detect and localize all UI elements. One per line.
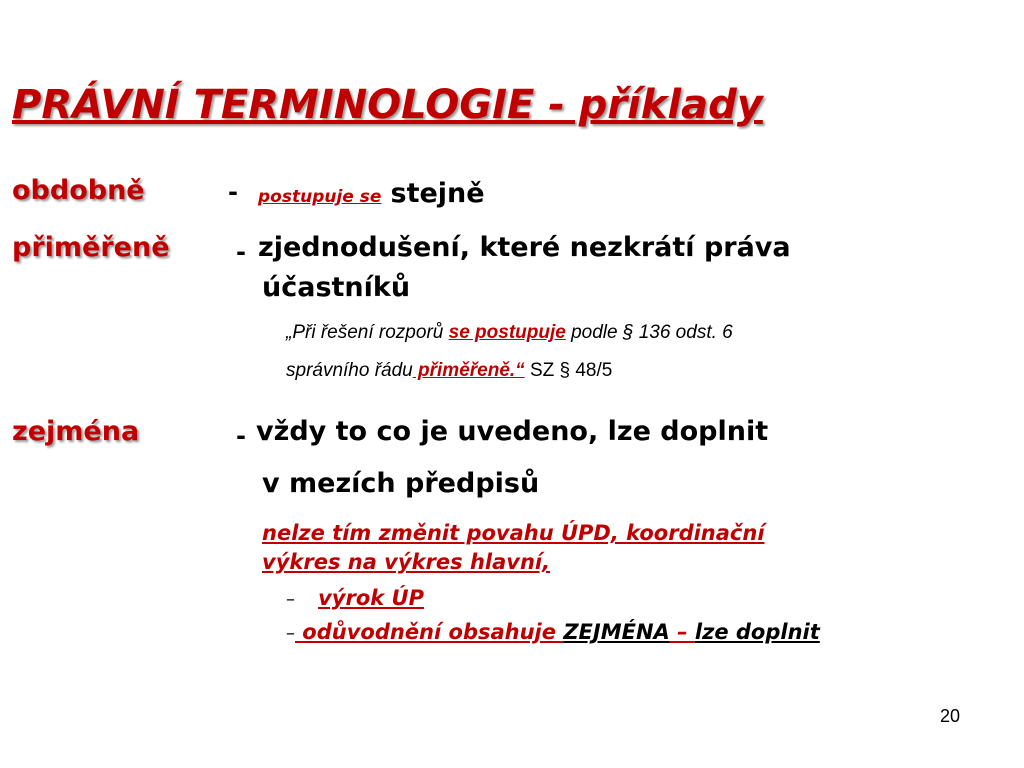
bullet-text-dash: – bbox=[669, 620, 695, 644]
definition-primerene-line1: zjednodušení, které nezkrátí práva bbox=[258, 232, 791, 263]
dash-primerene: - bbox=[236, 238, 246, 266]
term-zejmena: zejména bbox=[12, 416, 140, 447]
quote-line1 bbox=[286, 322, 733, 344]
term-obdobne: obdobně bbox=[12, 175, 145, 206]
dash-obdobne: - bbox=[228, 178, 238, 206]
bullet-dash: – bbox=[286, 589, 295, 610]
quote-reference: SZ § 48/5 bbox=[524, 360, 613, 381]
definition-obdobne bbox=[258, 178, 485, 209]
text-stejne: stejně bbox=[390, 178, 485, 209]
quote-text-1: „Při řešení rozporů bbox=[286, 322, 449, 343]
bullet-text-oduvodneni: odůvodnění obsahuje bbox=[295, 620, 564, 644]
note-line2: výkres na výkres hlavní, bbox=[262, 550, 551, 574]
bullet-text-zejmena: ZEJMÉNA bbox=[563, 620, 670, 644]
bullet-text-vyrok-up: výrok ÚP bbox=[318, 586, 424, 610]
dash-zejmena: - bbox=[236, 422, 246, 450]
term-primerene: přiměřeně bbox=[12, 232, 170, 263]
definition-zejmena-line2: v mezích předpisů bbox=[262, 468, 540, 499]
note-line1: nelze tím změnit povahu ÚPD, koordinační bbox=[262, 521, 765, 545]
bullet-vyrok-up bbox=[286, 586, 424, 610]
bullet-dash: – bbox=[286, 623, 295, 644]
definition-primerene-line2: účastníků bbox=[262, 272, 411, 303]
slide-title: PRÁVNÍ TERMINOLOGIE - příklady bbox=[12, 82, 763, 128]
emphasis-postupuje-se: postupuje se bbox=[258, 187, 382, 207]
bullet-oduvodneni bbox=[286, 620, 820, 644]
quote-text-3: správního řádu bbox=[286, 360, 413, 381]
page-number: 20 bbox=[939, 706, 960, 726]
definition-zejmena-line1: vždy to co je uvedeno, lze doplnit bbox=[256, 416, 769, 447]
quote-emphasis-se-postupuje: se postupuje bbox=[448, 322, 566, 343]
quote-emphasis-primerene: přiměřeně.“ bbox=[412, 360, 525, 381]
quote-text-2: podle § 136 odst. 6 bbox=[565, 322, 733, 343]
bullet-text-lze-doplnit: lze doplnit bbox=[694, 620, 820, 644]
quote-line2 bbox=[286, 360, 612, 382]
